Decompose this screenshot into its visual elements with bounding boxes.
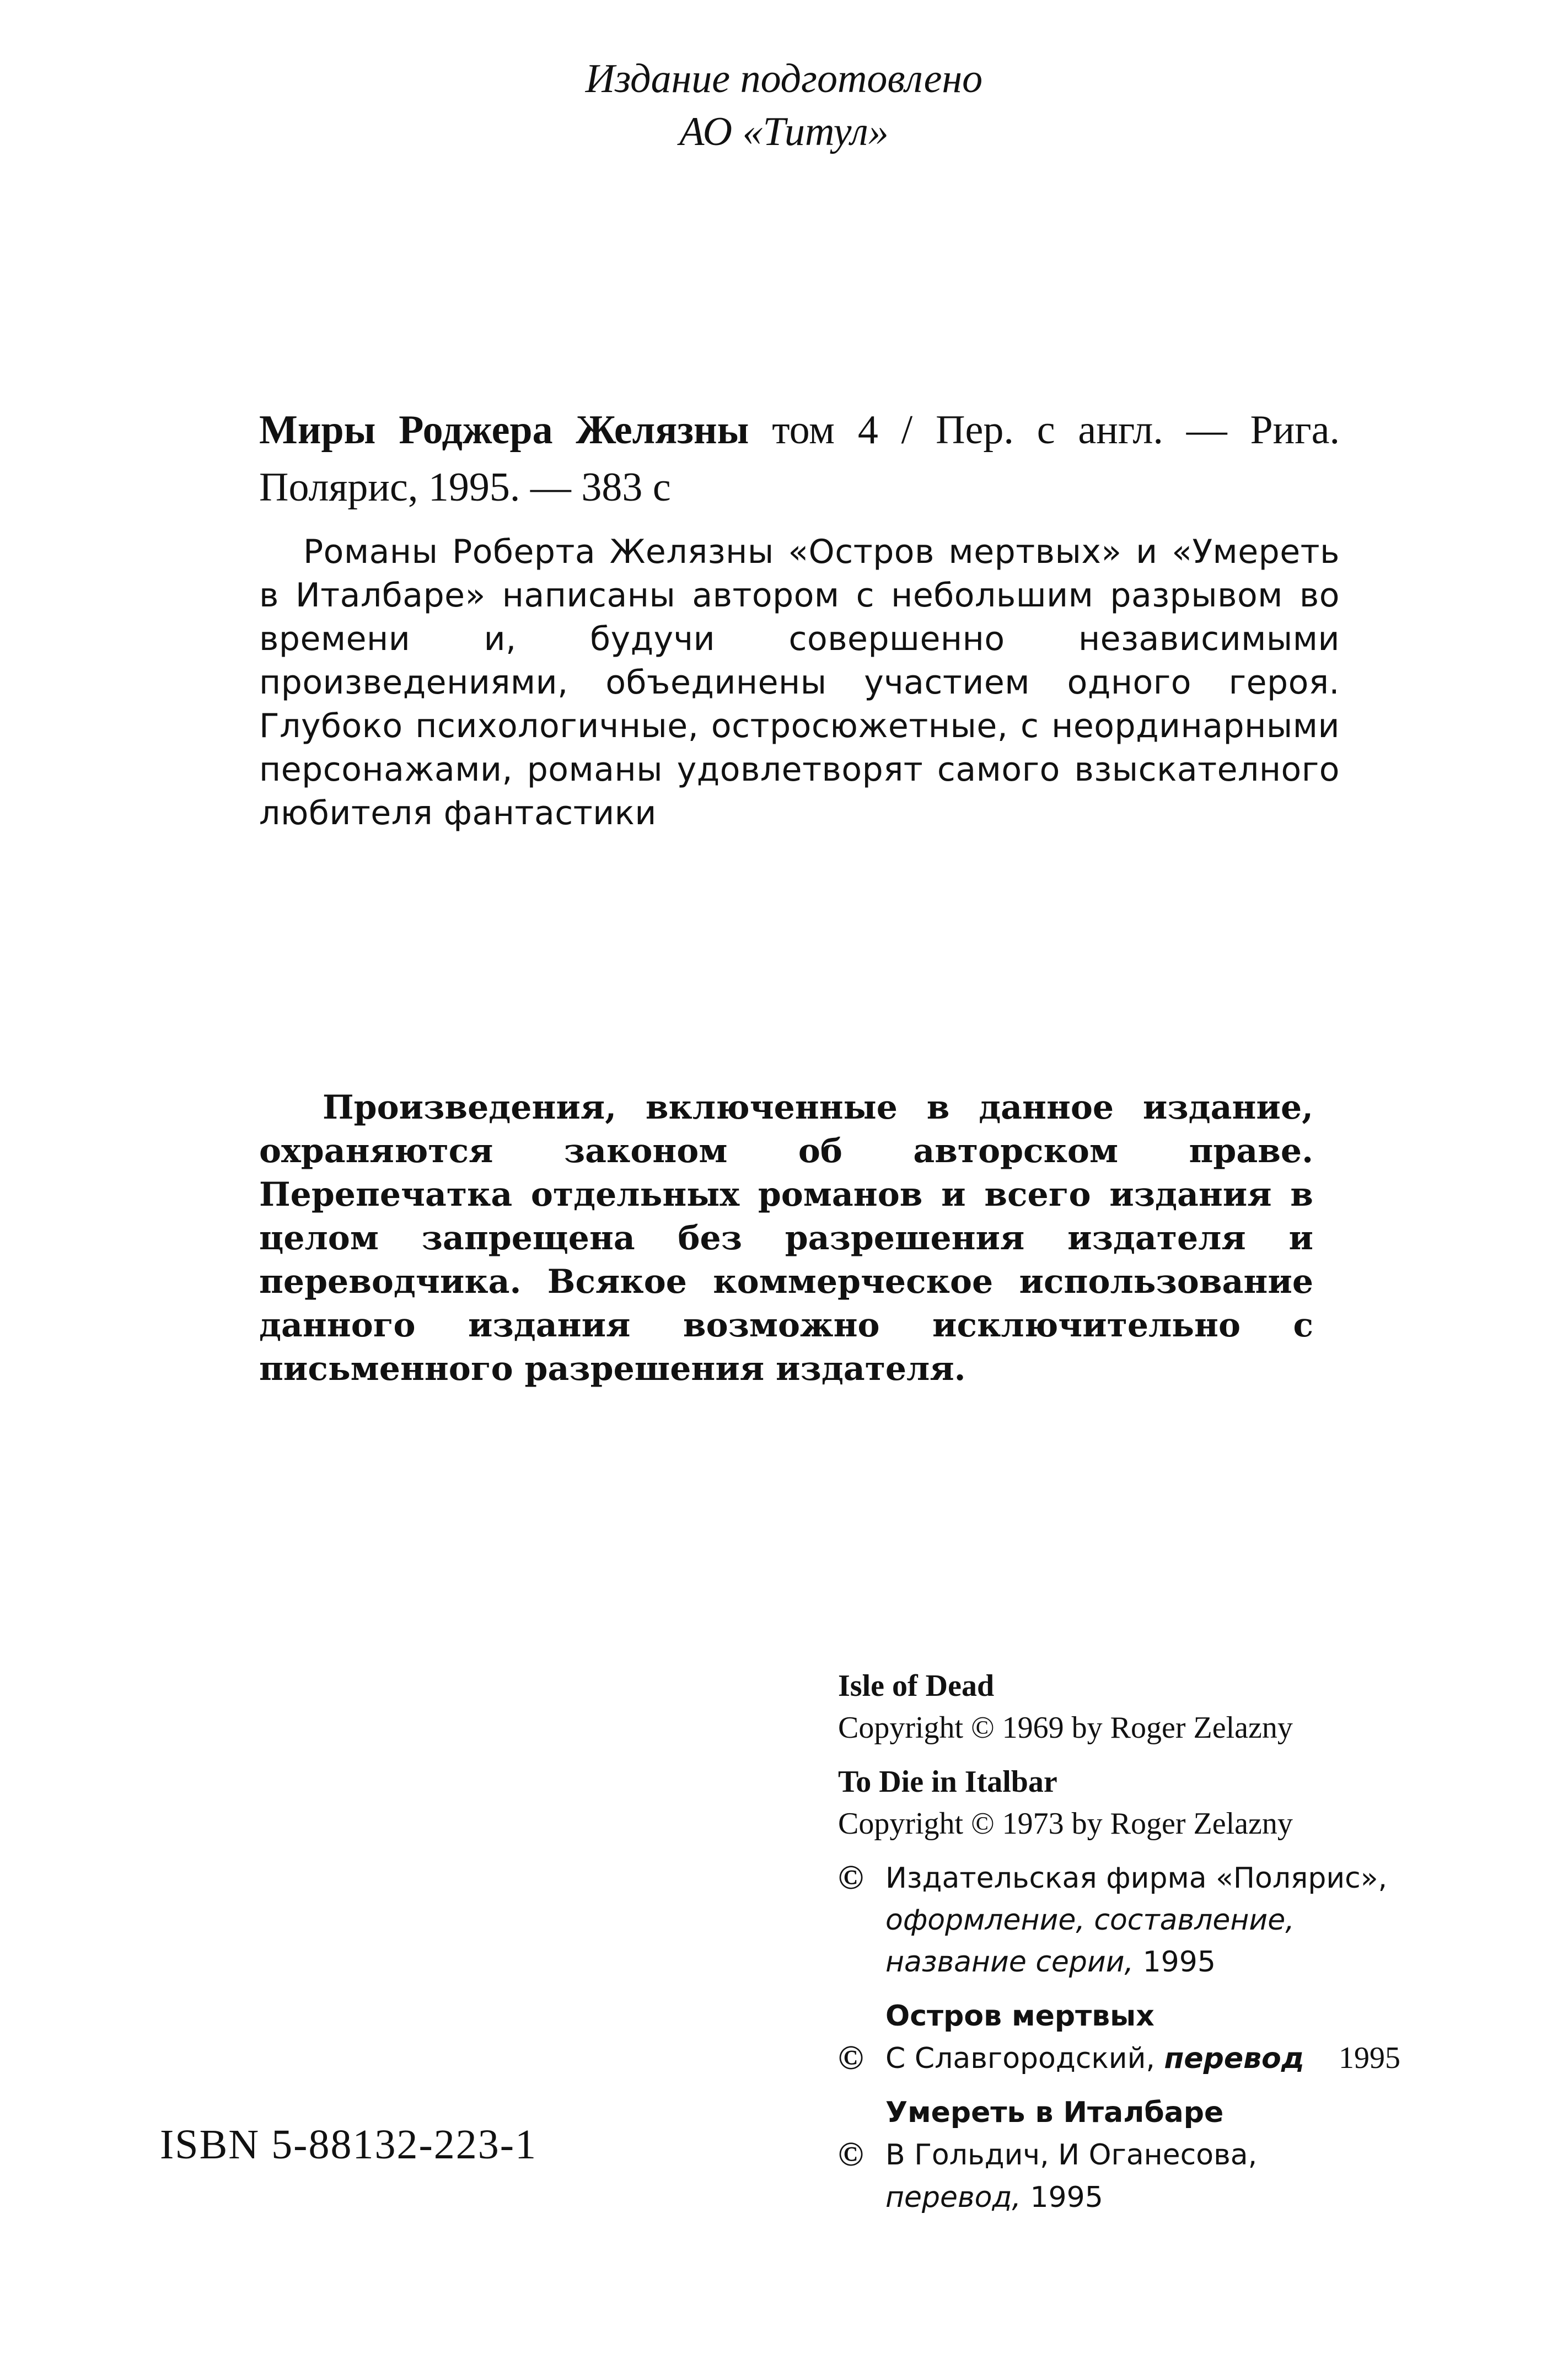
publisher-role-2	[838, 1941, 1400, 1983]
translator-name-1: С Славгородский,	[885, 2042, 1164, 2075]
copyright-symbol: ©	[838, 1859, 864, 1896]
translation-copyright-2	[838, 2134, 1400, 2176]
bibliographic-block	[259, 401, 1340, 835]
copyright-block	[838, 1665, 1400, 2218]
header-line-2: АО «Титул»	[679, 109, 889, 154]
original-title-1: Isle of Dead	[838, 1669, 995, 1703]
translation-title-1: Остров мертвых	[885, 2000, 1154, 2033]
annotation-text: Романы Роберта Желязны «Остров мертвых» и «Умереть в Италбаре» написаны автором с небольшим разрывом во времени и, будучи совершенно независимыми произведениями, объединены участием одного героя. Глубоко психологичные, остросюжетные, с неординарными персонажами, романы удовлетворят самого взыскателного любителя фантастики	[259, 533, 1340, 832]
publisher-year: 1995	[1134, 1946, 1216, 1979]
copyright-symbol: ©	[838, 2136, 864, 2173]
publisher-copyright	[838, 1857, 1400, 1899]
copyright-symbol: ©	[838, 2039, 864, 2077]
publisher-role-2-text: название серии,	[885, 1946, 1134, 1979]
translator-names-2: В Гольдич, И Оганесова,	[885, 2139, 1258, 2172]
rights-notice: Произведения, включенные в данное издание, охраняются законом об авторском праве. Перепечатка отдельных романов и всего издания в целом запрещена без разрешения издателя и переводчика. Всякое коммерческое использование данного издания возможно исключительно с письменного разрешения издателя.	[259, 1088, 1313, 1388]
translation-copyright-1	[838, 2037, 1400, 2080]
translation-year-2: 1995	[1021, 2181, 1103, 2214]
publisher-header	[0, 52, 1568, 158]
original-copyright-1: Copyright © 1969 by Roger Zelazny	[838, 1711, 1293, 1745]
translation-title-2: Умереть в Италбаре	[885, 2096, 1224, 2129]
publisher-name: Издательская фирма «Полярис»,	[885, 1862, 1388, 1895]
header-line-1: Издание подготовлено	[585, 56, 983, 101]
series-title: Миры Роджера Желязны	[259, 407, 749, 453]
original-title-2: To Die in Italbar	[838, 1765, 1057, 1799]
translation-role-line-2	[838, 2176, 1400, 2218]
translator-role-1: перевод	[1164, 2042, 1304, 2075]
publisher-role-1: оформление, составление,	[885, 1904, 1295, 1937]
bibliographic-title	[259, 401, 1340, 516]
isbn: ISBN 5-88132-223-1	[160, 2121, 538, 2168]
translator-role-2: перевод,	[885, 2181, 1021, 2214]
original-copyright-2: Copyright © 1973 by Roger Zelazny	[838, 1807, 1293, 1841]
bibliographic-details: том 4 / Пер. с англ. — Рига. Полярис, 1995. — 383 с	[259, 407, 1340, 510]
translation-year-1: 1995	[1339, 2041, 1400, 2075]
